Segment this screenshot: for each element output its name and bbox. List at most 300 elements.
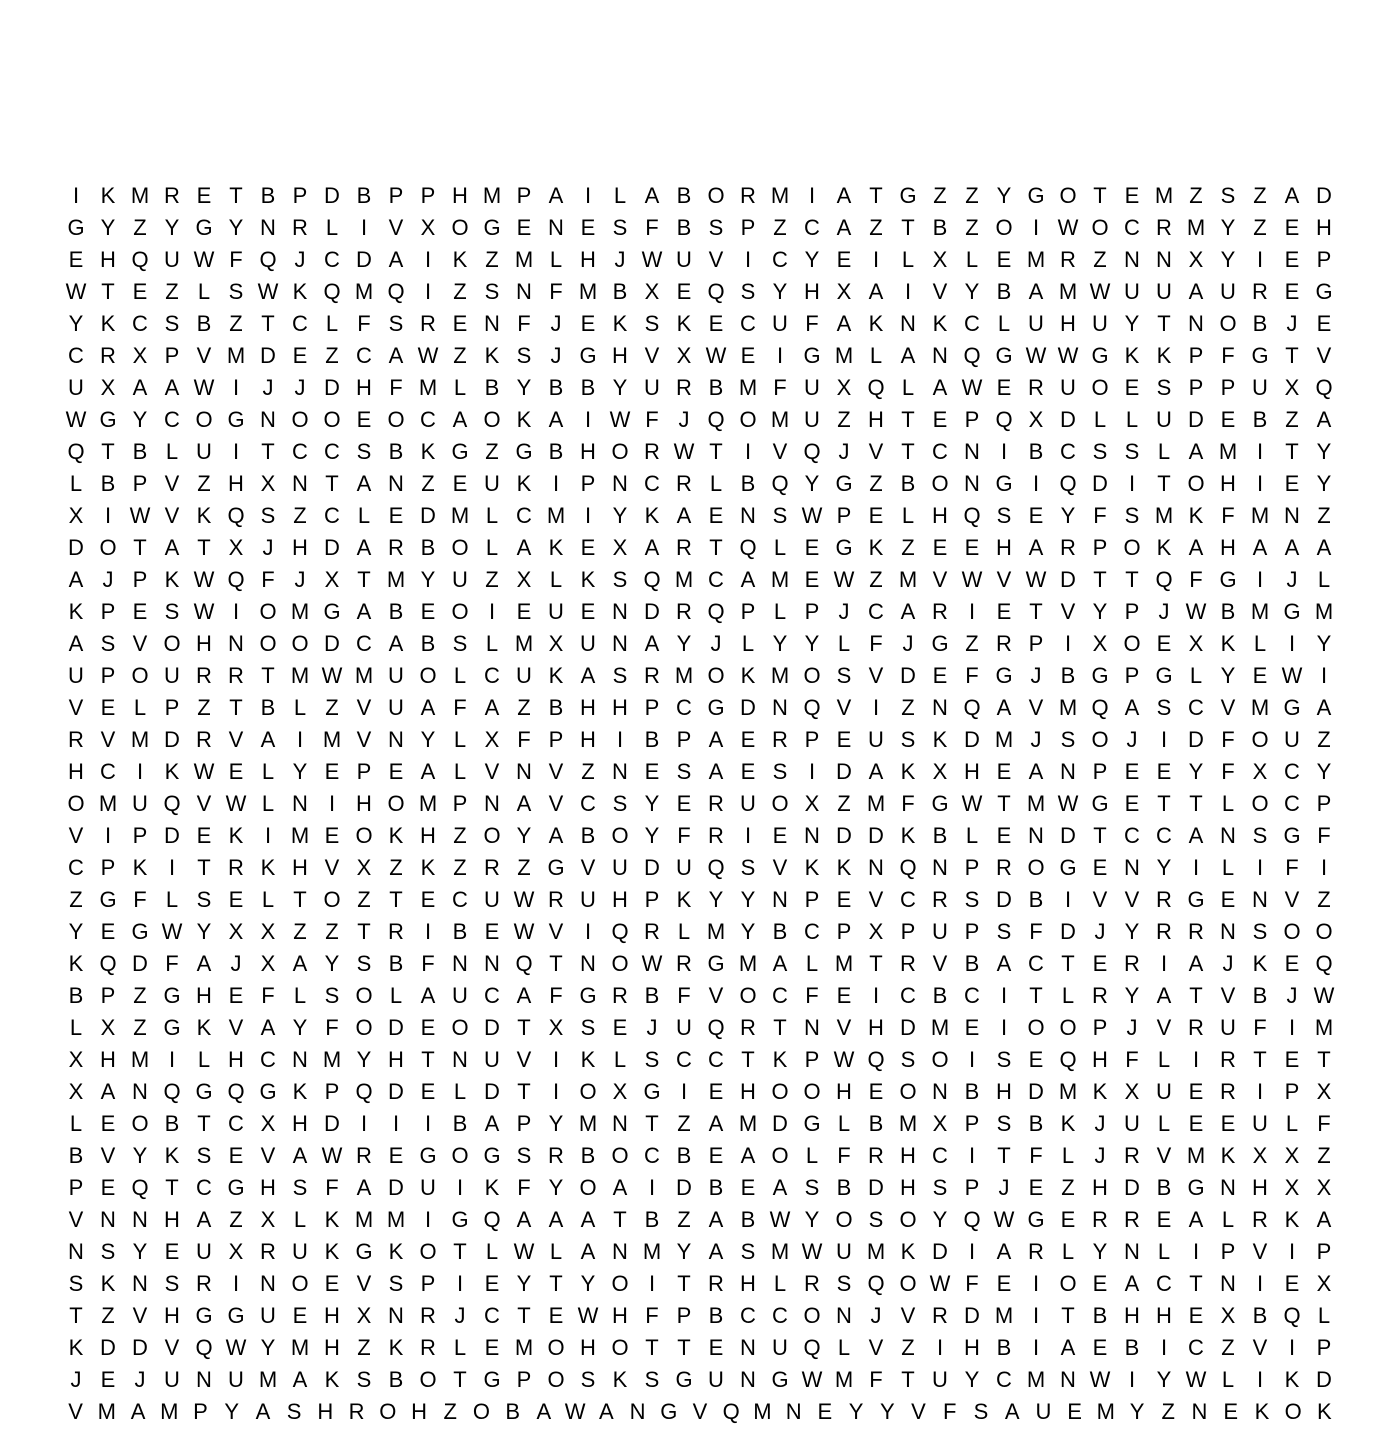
grid-letter: I <box>904 279 912 304</box>
grid-letter: F <box>1317 823 1331 848</box>
grid-letter: E <box>484 1335 500 1360</box>
grid-letter: S <box>900 727 916 752</box>
grid-letter: M <box>753 1399 772 1424</box>
grid-letter: G <box>579 343 597 368</box>
grid-letter: X <box>260 471 276 496</box>
grid-letter: E <box>1092 1335 1108 1360</box>
grid-letter: I <box>1000 1015 1008 1040</box>
grid-letter: I <box>1256 1367 1264 1392</box>
grid-letter: I <box>1000 983 1008 1008</box>
grid-letter: O <box>1251 791 1269 816</box>
grid-letter: R <box>420 1335 436 1360</box>
grid-letter: H <box>612 1303 628 1328</box>
grid-letter: H <box>612 343 628 368</box>
grid-row <box>60 1300 1340 1332</box>
grid-letter: Z <box>389 855 403 880</box>
grid-letter: Y <box>420 567 436 592</box>
grid-letter: Q <box>707 855 725 880</box>
grid-letter: Y <box>1092 1239 1108 1264</box>
grid-row <box>60 660 1340 692</box>
grid-letter: V <box>1060 599 1076 624</box>
grid-letter: O <box>1027 855 1045 880</box>
grid-letter: I <box>968 599 976 624</box>
grid-letter: P <box>964 407 980 432</box>
grid-letter: V <box>132 631 148 656</box>
grid-letter: H <box>292 1111 308 1136</box>
grid-letter: B <box>420 535 436 560</box>
grid-row <box>60 756 1340 788</box>
grid-letter: G <box>163 983 181 1008</box>
grid-letter: R <box>996 631 1012 656</box>
grid-letter: P <box>164 695 180 720</box>
grid-letter: E <box>292 1303 308 1328</box>
grid-letter: I <box>72 183 80 208</box>
grid-letter: E <box>580 215 596 240</box>
grid-letter: I <box>552 1047 560 1072</box>
grid-letter: G <box>227 1175 245 1200</box>
grid-letter: K <box>1220 1143 1236 1168</box>
grid-letter: K <box>260 855 276 880</box>
grid-letter: C <box>676 695 692 720</box>
grid-letter: F <box>261 983 275 1008</box>
grid-letter: F <box>943 1399 957 1424</box>
grid-letter: G <box>835 471 853 496</box>
grid-letter: Q <box>739 535 757 560</box>
grid-letter: K <box>388 1239 404 1264</box>
grid-letter: F <box>645 407 659 432</box>
grid-letter: A <box>1316 1207 1332 1232</box>
grid-letter: O <box>1059 183 1077 208</box>
grid-letter: J <box>454 1303 466 1328</box>
grid-letter: M <box>898 567 918 592</box>
grid-letter: P <box>100 855 116 880</box>
grid-letter: S <box>996 919 1012 944</box>
grid-letter: Q <box>1283 1303 1301 1328</box>
grid-letter: G <box>1027 183 1045 208</box>
grid-letter: K <box>388 1335 404 1360</box>
grid-letter: S <box>452 631 468 656</box>
grid-letter: X <box>1188 247 1204 272</box>
grid-letter: Y <box>708 887 724 912</box>
grid-letter: C <box>740 311 756 336</box>
grid-letter: A <box>996 1239 1012 1264</box>
grid-letter: E <box>1220 407 1236 432</box>
grid-letter: G <box>1283 823 1301 848</box>
grid-letter: H <box>996 1079 1012 1104</box>
grid-letter: Q <box>227 567 245 592</box>
grid-letter: M <box>290 823 310 848</box>
grid-letter: K <box>1156 535 1172 560</box>
grid-letter: Z <box>901 1335 915 1360</box>
grid-row <box>60 1204 1340 1236</box>
grid-letter: A <box>1004 1399 1020 1424</box>
grid-letter: Q <box>899 855 917 880</box>
grid-letter: N <box>388 1303 404 1328</box>
grid-letter: W <box>769 1207 791 1232</box>
grid-letter: X <box>132 343 148 368</box>
grid-letter: G <box>1155 663 1173 688</box>
grid-letter: G <box>1283 599 1301 624</box>
grid-letter: U <box>260 1303 276 1328</box>
grid-letter: V <box>692 1399 708 1424</box>
grid-letter: M <box>290 1335 310 1360</box>
grid-letter: A <box>68 631 84 656</box>
grid-letter: N <box>932 855 948 880</box>
grid-letter: U <box>196 1239 212 1264</box>
grid-letter: E <box>996 599 1012 624</box>
grid-letter: Y <box>292 759 308 784</box>
grid-letter: K <box>420 439 436 464</box>
grid-letter: J <box>1094 919 1106 944</box>
grid-letter: T <box>741 1047 755 1072</box>
grid-letter: B <box>964 1079 980 1104</box>
grid-letter: X <box>1316 1271 1332 1296</box>
grid-row <box>60 980 1340 1012</box>
grid-letter: H <box>900 1143 916 1168</box>
grid-letter: N <box>932 343 948 368</box>
grid-letter: O <box>1027 1015 1045 1040</box>
grid-letter: I <box>232 375 240 400</box>
grid-letter: A <box>420 983 436 1008</box>
grid-row <box>60 1012 1340 1044</box>
grid-letter: Q <box>643 567 661 592</box>
grid-letter: Z <box>1189 183 1203 208</box>
grid-letter: A <box>996 695 1012 720</box>
grid-letter: A <box>292 1143 308 1168</box>
grid-letter: Y <box>1156 1367 1172 1392</box>
grid-letter: V <box>911 1399 926 1424</box>
grid-letter: N <box>580 951 596 976</box>
grid-letter: R <box>932 1303 948 1328</box>
grid-letter: R <box>388 535 404 560</box>
grid-letter: W <box>641 247 663 272</box>
grid-letter: Y <box>292 1015 308 1040</box>
grid-letter: C <box>740 1303 756 1328</box>
grid-letter: J <box>550 311 562 336</box>
grid-letter: N <box>1220 1271 1236 1296</box>
grid-letter: D <box>644 599 660 624</box>
grid-letter: V <box>836 1015 852 1040</box>
grid-letter: T <box>1189 791 1203 816</box>
grid-letter: W <box>961 567 983 592</box>
grid-letter: S <box>932 1175 948 1200</box>
grid-letter: P <box>420 183 436 208</box>
grid-letter: C <box>324 247 340 272</box>
grid-letter: E <box>1284 471 1300 496</box>
grid-row <box>60 948 1340 980</box>
grid-letter: Z <box>325 919 339 944</box>
grid-letter: C <box>868 599 884 624</box>
grid-letter: P <box>1028 631 1044 656</box>
grid-letter: W <box>417 343 439 368</box>
grid-letter: W <box>801 503 823 528</box>
grid-letter: G <box>1315 279 1333 304</box>
grid-letter: G <box>995 343 1013 368</box>
grid-letter: P <box>452 791 468 816</box>
grid-letter: U <box>1284 727 1300 752</box>
grid-letter: O <box>451 535 469 560</box>
grid-letter: P <box>740 599 756 624</box>
grid-letter: B <box>868 1111 884 1136</box>
grid-letter: X <box>836 375 852 400</box>
grid-letter: N <box>1028 823 1044 848</box>
grid-letter: O <box>451 215 469 240</box>
grid-letter: R <box>612 983 628 1008</box>
grid-letter: N <box>612 599 628 624</box>
grid-letter: C <box>644 471 660 496</box>
grid-letter: E <box>292 343 308 368</box>
grid-letter: X <box>1316 1175 1332 1200</box>
grid-letter: G <box>707 695 725 720</box>
grid-letter: T <box>197 855 211 880</box>
grid-letter: O <box>611 823 629 848</box>
grid-letter: F <box>261 567 275 592</box>
grid-letter: A <box>708 1239 724 1264</box>
grid-letter: R <box>548 887 564 912</box>
grid-letter: H <box>388 1047 404 1072</box>
grid-letter: M <box>1250 695 1270 720</box>
grid-letter: U <box>1156 279 1172 304</box>
grid-letter: G <box>675 1367 693 1392</box>
grid-letter: C <box>420 407 436 432</box>
grid-letter: V <box>708 247 724 272</box>
grid-letter: G <box>259 1079 277 1104</box>
grid-letter: X <box>868 919 884 944</box>
grid-letter: D <box>132 951 148 976</box>
grid-letter: C <box>292 311 308 336</box>
grid-letter: X <box>100 375 116 400</box>
grid-letter: T <box>645 1335 659 1360</box>
grid-letter: I <box>1160 1335 1168 1360</box>
grid-letter: W <box>513 919 535 944</box>
grid-letter: G <box>483 1367 501 1392</box>
grid-letter: W <box>225 791 247 816</box>
grid-letter: V <box>868 887 884 912</box>
grid-letter: B <box>452 919 468 944</box>
grid-letter: V <box>356 727 372 752</box>
grid-letter: R <box>1156 919 1172 944</box>
grid-letter: J <box>294 247 306 272</box>
grid-letter: R <box>1124 1143 1140 1168</box>
grid-letter: V <box>388 215 404 240</box>
grid-letter: Y <box>356 1047 372 1072</box>
grid-letter: O <box>1091 375 1109 400</box>
grid-letter: R <box>1252 1207 1268 1232</box>
grid-letter: Y <box>804 471 820 496</box>
grid-letter: Q <box>963 343 981 368</box>
grid-letter: H <box>228 471 244 496</box>
grid-letter: W <box>577 1303 599 1328</box>
grid-letter: A <box>388 247 404 272</box>
grid-letter: A <box>868 759 884 784</box>
grid-letter: Y <box>1316 759 1332 784</box>
grid-letter: L <box>773 1271 787 1296</box>
grid-row <box>60 212 1340 244</box>
grid-letter: E <box>1124 183 1140 208</box>
grid-letter: R <box>932 887 948 912</box>
grid-letter: M <box>738 375 758 400</box>
grid-letter: O <box>803 1303 821 1328</box>
grid-letter: S <box>196 887 212 912</box>
grid-letter: C <box>708 567 724 592</box>
grid-letter: N <box>1124 247 1140 272</box>
grid-letter: B <box>676 215 692 240</box>
grid-letter: T <box>901 1367 915 1392</box>
grid-letter: I <box>968 1239 976 1264</box>
grid-letter: Z <box>965 183 979 208</box>
grid-letter: U <box>164 1367 180 1392</box>
grid-letter: Z <box>453 279 467 304</box>
grid-letter: Q <box>1059 471 1077 496</box>
grid-letter: M <box>674 567 694 592</box>
grid-letter: R <box>932 599 948 624</box>
grid-letter: V <box>1252 1239 1268 1264</box>
grid-letter: U <box>1060 375 1076 400</box>
grid-letter: W <box>1025 567 1047 592</box>
grid-letter: D <box>1060 919 1076 944</box>
grid-letter: I <box>1032 215 1040 240</box>
grid-letter: Q <box>323 279 341 304</box>
grid-letter: W <box>564 1399 586 1424</box>
grid-letter: E <box>100 919 116 944</box>
grid-letter: D <box>1060 567 1076 592</box>
grid-letter: V <box>1252 1335 1268 1360</box>
grid-letter: C <box>100 759 116 784</box>
grid-letter: E <box>836 887 852 912</box>
grid-letter: I <box>136 759 144 784</box>
grid-letter: V <box>100 1143 116 1168</box>
grid-letter: A <box>1188 279 1204 304</box>
grid-letter: G <box>579 983 597 1008</box>
grid-letter: V <box>708 983 724 1008</box>
grid-letter: B <box>996 1335 1012 1360</box>
grid-letter: S <box>1220 183 1236 208</box>
grid-letter: I <box>968 1143 976 1168</box>
grid-letter: K <box>292 279 308 304</box>
grid-letter: A <box>484 695 500 720</box>
grid-letter: V <box>68 1207 84 1232</box>
grid-letter: C <box>324 439 340 464</box>
grid-letter: Z <box>869 567 883 592</box>
grid-letter: I <box>392 1111 400 1136</box>
grid-letter: K <box>452 247 468 272</box>
grid-letter: M <box>1250 599 1270 624</box>
grid-letter: U <box>1028 311 1044 336</box>
grid-letter: L <box>453 727 467 752</box>
grid-letter: V <box>868 439 884 464</box>
grid-row <box>60 1044 1340 1076</box>
grid-letter: H <box>1220 471 1236 496</box>
grid-letter: B <box>420 631 436 656</box>
grid-letter: R <box>1220 1079 1236 1104</box>
grid-letter: E <box>1284 1271 1300 1296</box>
grid-letter: Q <box>227 1079 245 1104</box>
grid-letter: H <box>100 1047 116 1072</box>
grid-letter: J <box>70 1367 82 1392</box>
grid-letter: E <box>1092 855 1108 880</box>
grid-letter: R <box>708 823 724 848</box>
grid-letter: J <box>902 631 914 656</box>
grid-letter: Y <box>1124 919 1140 944</box>
grid-letter: J <box>678 407 690 432</box>
grid-letter: P <box>324 1079 340 1104</box>
grid-letter: B <box>356 183 372 208</box>
grid-letter: H <box>1060 311 1076 336</box>
grid-letter: M <box>1058 1079 1078 1104</box>
grid-letter: U <box>644 375 660 400</box>
grid-letter: D <box>900 663 916 688</box>
grid-letter: Q <box>163 1079 181 1104</box>
grid-letter: L <box>389 983 403 1008</box>
grid-letter: U <box>1156 1079 1172 1104</box>
grid-letter: M <box>1058 279 1078 304</box>
grid-letter: W <box>705 343 727 368</box>
grid-letter: A <box>356 471 372 496</box>
grid-letter: M <box>1154 503 1174 528</box>
grid-letter: N <box>1220 1175 1236 1200</box>
grid-letter: F <box>517 727 531 752</box>
grid-letter: Y <box>804 631 820 656</box>
grid-letter: H <box>324 1335 340 1360</box>
grid-letter: H <box>996 535 1012 560</box>
grid-letter: Q <box>259 247 277 272</box>
grid-letter: A <box>484 1111 500 1136</box>
grid-letter: K <box>548 663 564 688</box>
grid-letter: A <box>740 1143 756 1168</box>
grid-letter: T <box>1125 567 1139 592</box>
grid-letter: O <box>1219 311 1237 336</box>
grid-letter: B <box>676 1143 692 1168</box>
grid-letter: B <box>1252 983 1268 1008</box>
grid-letter: T <box>901 407 915 432</box>
grid-letter: K <box>324 1239 340 1264</box>
grid-letter: D <box>484 1079 500 1104</box>
grid-letter: F <box>1125 1047 1139 1072</box>
grid-letter: Y <box>932 1207 948 1232</box>
grid-letter: I <box>456 1271 464 1296</box>
grid-letter: T <box>229 695 243 720</box>
grid-letter: E <box>708 1335 724 1360</box>
grid-letter: Y <box>164 215 180 240</box>
grid-letter: N <box>484 951 500 976</box>
grid-row <box>60 500 1340 532</box>
grid-row <box>60 1172 1340 1204</box>
grid-row <box>60 404 1340 436</box>
grid-letter: E <box>1092 951 1108 976</box>
grid-letter: A <box>708 1111 724 1136</box>
grid-letter: D <box>388 1015 404 1040</box>
grid-letter: E <box>964 535 980 560</box>
grid-letter: Y <box>644 791 660 816</box>
grid-letter: X <box>1284 1143 1300 1168</box>
grid-letter: E <box>1124 791 1140 816</box>
grid-letter: O <box>131 1111 149 1136</box>
grid-letter: R <box>740 183 756 208</box>
grid-letter: H <box>964 1335 980 1360</box>
grid-letter: F <box>1029 919 1043 944</box>
grid-letter: R <box>356 1143 372 1168</box>
grid-letter: Z <box>1317 503 1331 528</box>
grid-letter: T <box>645 1111 659 1136</box>
grid-letter: T <box>869 183 883 208</box>
grid-letter: A <box>772 951 788 976</box>
grid-letter: O <box>803 663 821 688</box>
grid-letter: A <box>536 1399 552 1424</box>
grid-letter: X <box>836 279 852 304</box>
grid-letter: V <box>228 727 244 752</box>
grid-letter: P <box>964 919 980 944</box>
grid-letter: M <box>866 791 886 816</box>
